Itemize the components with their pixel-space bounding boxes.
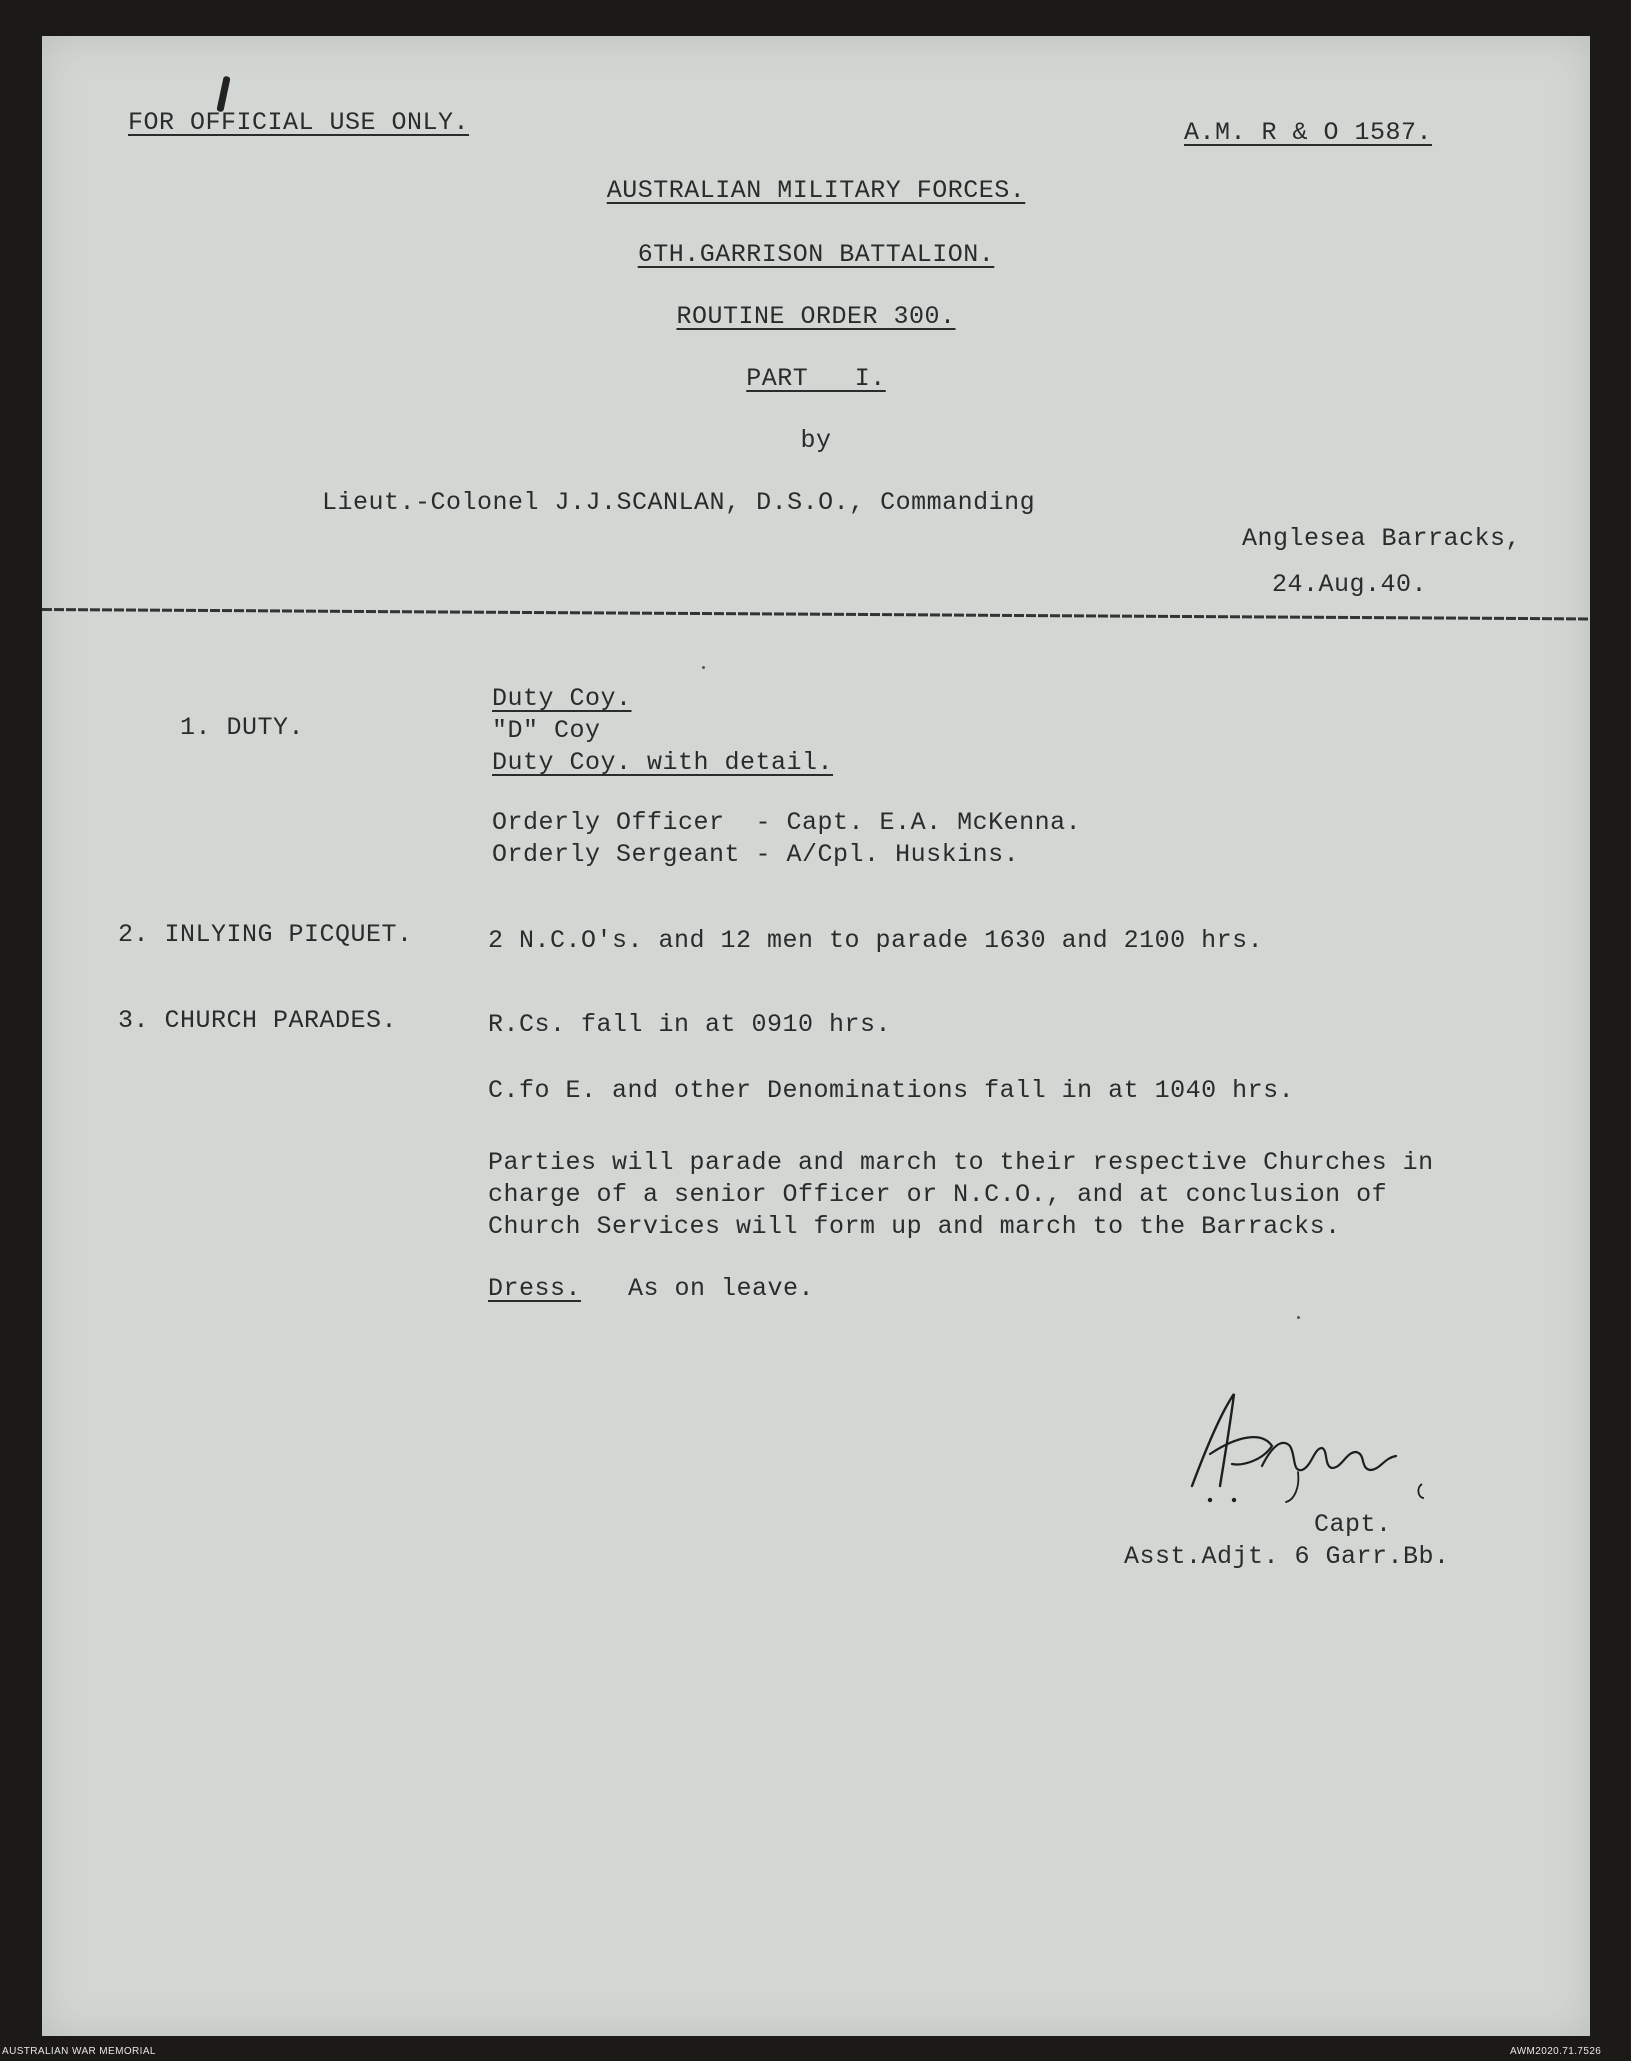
classification-label: FOR OFFICIAL USE ONLY.: [128, 108, 470, 137]
section-duty-heading: [118, 684, 304, 771]
duty-line-1: Duty Coy.: [492, 684, 632, 713]
signature-image: [1152, 1376, 1452, 1516]
section-picquet-heading: 2. INLYING PICQUET.: [118, 920, 413, 949]
title-by: by: [800, 426, 832, 455]
paper-speck: [702, 666, 705, 669]
location-date: 24.Aug.40.: [1272, 570, 1428, 599]
title-forces: AUSTRALIAN MILITARY FORCES.: [606, 176, 1026, 205]
church-para-3: Church Services will form up and march to the Barracks.: [488, 1212, 1341, 1241]
title-battalion: 6TH.GARRISON BATTALION.: [637, 240, 995, 269]
title-part: PART I.: [746, 364, 886, 393]
document-page: [42, 36, 1590, 2036]
orderly-officer: Orderly Officer - Capt. E.A. McKenna.: [492, 808, 1082, 837]
church-line-2: C.fo E. and other Denominations fall in at 1040 hrs.: [488, 1076, 1295, 1105]
location-place: Anglesea Barracks,: [1242, 524, 1522, 553]
picquet-text: 2 N.C.O's. and 12 men to parade 1630 and 2100 hrs.: [488, 926, 1264, 955]
church-para-2: charge of a senior Officer or N.C.O., and at conclusion of: [488, 1180, 1388, 1209]
duty-line-2: "D" Coy: [492, 716, 601, 745]
section-church-heading: 3. CHURCH PARADES.: [118, 1006, 398, 1035]
duty-line-3: Duty Coy. with detail.: [492, 748, 834, 777]
church-line-1: R.Cs. fall in at 0910 hrs.: [488, 1010, 892, 1039]
reference-number: A.M. R & O 1587.: [1184, 118, 1433, 147]
signature-title: Asst.Adjt. 6 Garr.Bb.: [1124, 1542, 1450, 1571]
punch-mark: [216, 76, 230, 113]
commanding-officer: Lieut.-Colonel J.J.SCANLAN, D.S.O., Commanding: [322, 488, 1036, 517]
footer-left-label: AUSTRALIAN WAR MEMORIAL: [2, 2046, 156, 2057]
title-routine-order: ROUTINE ORDER 300.: [676, 302, 956, 331]
dress-label: Dress.: [488, 1274, 582, 1303]
signature-rank: Capt.: [1314, 1510, 1392, 1539]
orderly-sergeant: Orderly Sergeant - A/Cpl. Huskins.: [492, 840, 1020, 869]
footer-right-label: AWM2020.71.7526: [1510, 2046, 1602, 2057]
paper-speck: [1297, 1316, 1300, 1319]
divider-rule: [42, 608, 1590, 620]
church-para-1: Parties will parade and march to their respective Churches in: [488, 1148, 1434, 1177]
duty-heading-text: 1. DUTY.: [180, 713, 305, 742]
dress-text: As on leave.: [628, 1274, 815, 1303]
